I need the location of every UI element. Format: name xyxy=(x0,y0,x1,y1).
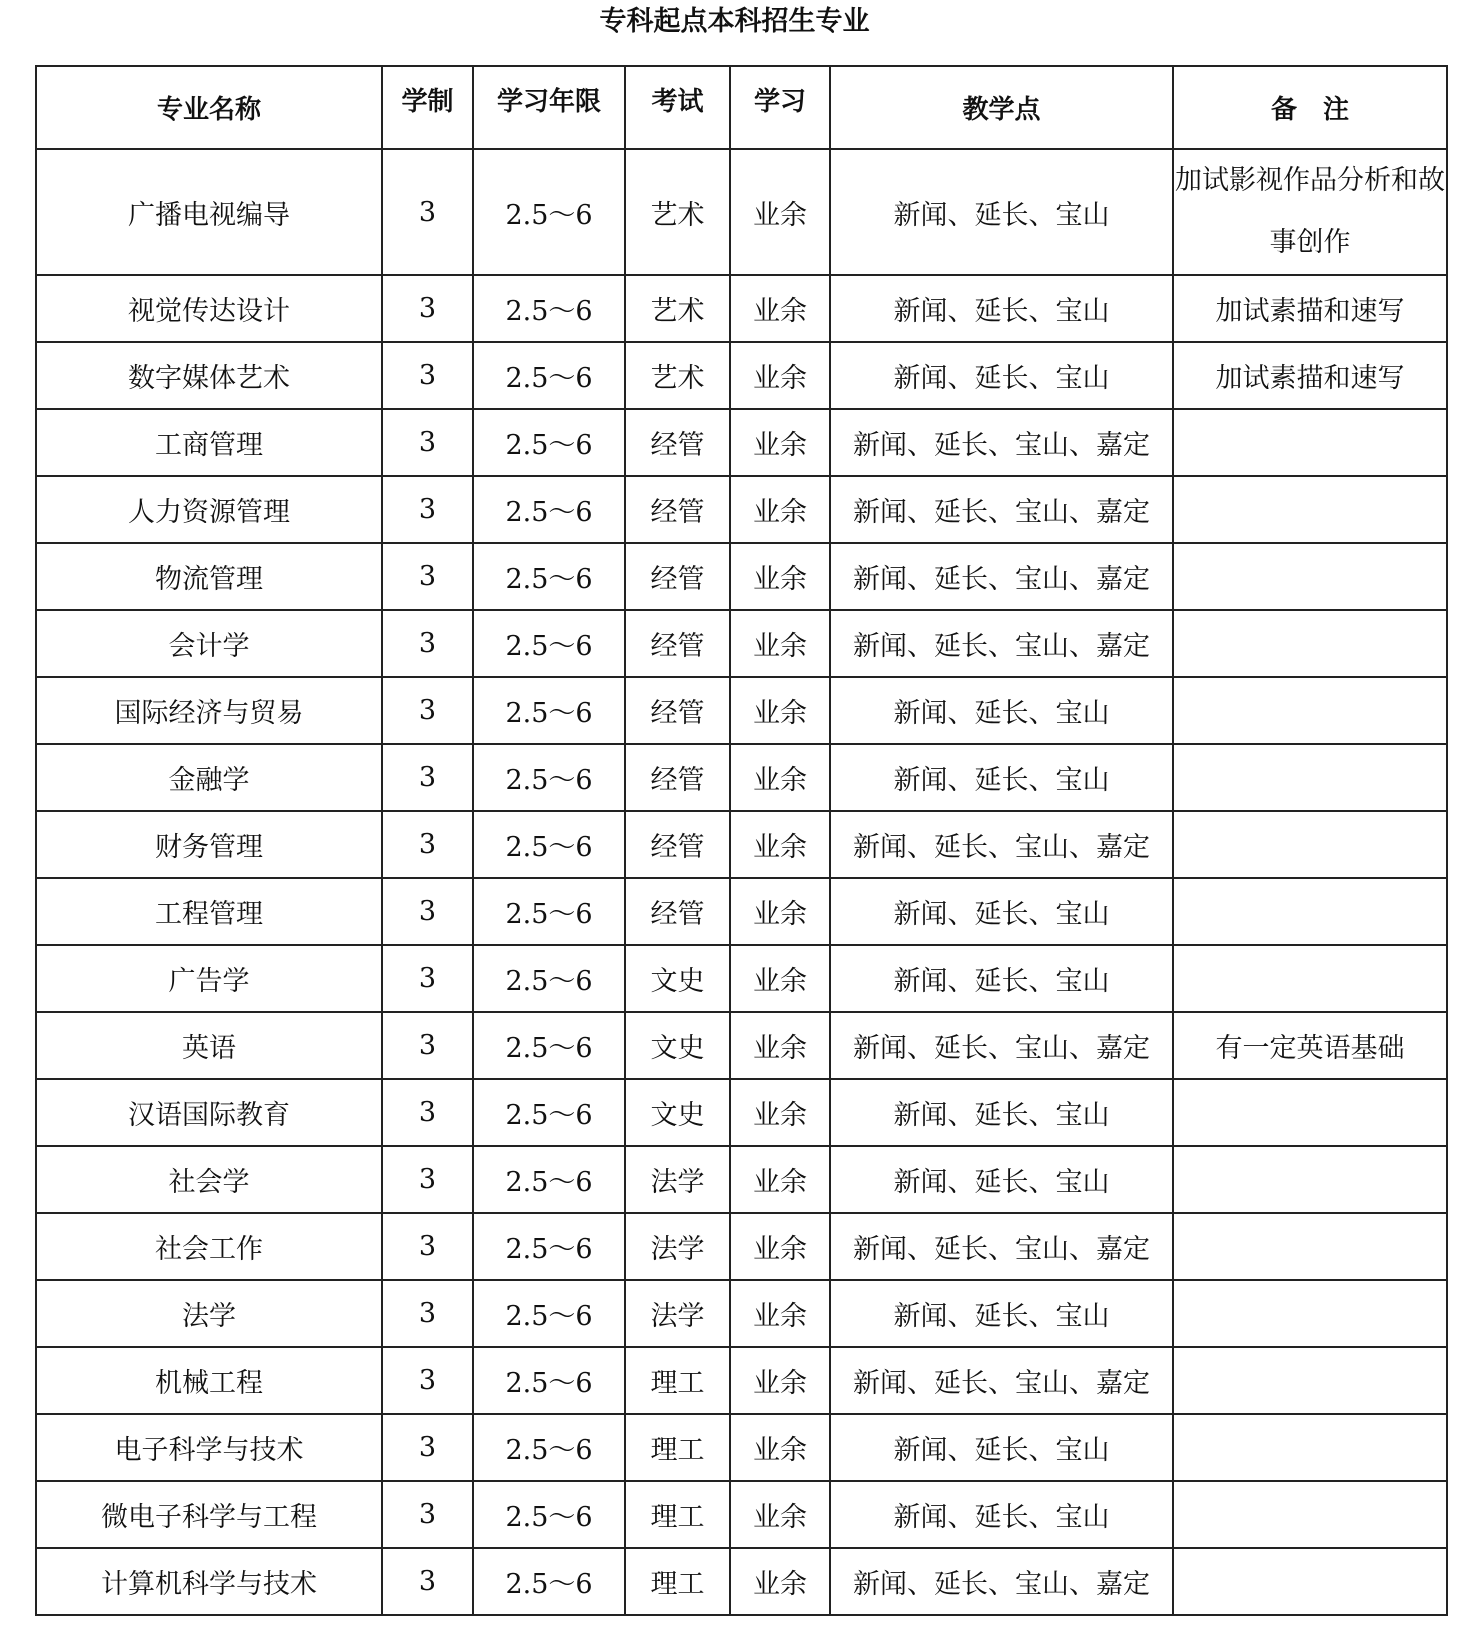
cell-system: 3 xyxy=(382,476,473,543)
cell-exam: 法学 xyxy=(625,1213,730,1280)
cell-exam: 法学 xyxy=(625,1146,730,1213)
cell-note: 加试素描和速写 xyxy=(1173,275,1447,342)
cell-mode: 业余 xyxy=(730,610,830,677)
cell-mode: 业余 xyxy=(730,342,830,409)
table-row xyxy=(36,1347,1447,1414)
cell-major-name: 国际经济与贸易 xyxy=(36,677,382,744)
cell-major-name: 社会工作 xyxy=(36,1213,382,1280)
cell-exam: 理工 xyxy=(625,1481,730,1548)
cell-exam: 经管 xyxy=(625,543,730,610)
header-note: 备 注 xyxy=(1173,66,1447,149)
cell-location: 新闻、延长、宝山 xyxy=(830,878,1173,945)
table-row xyxy=(36,945,1447,1012)
cell-system: 3 xyxy=(382,1012,473,1079)
cell-note xyxy=(1173,1481,1447,1548)
cell-system: 3 xyxy=(382,543,473,610)
table-row xyxy=(36,1414,1447,1481)
cell-years: 2.5～6 xyxy=(473,149,625,275)
cell-major-name: 财务管理 xyxy=(36,811,382,878)
cell-years: 2.5～6 xyxy=(473,1146,625,1213)
table-row xyxy=(36,878,1447,945)
cell-mode: 业余 xyxy=(730,1079,830,1146)
cell-system: 3 xyxy=(382,1414,473,1481)
cell-exam: 文史 xyxy=(625,1012,730,1079)
cell-years: 2.5～6 xyxy=(473,1012,625,1079)
cell-location: 新闻、延长、宝山、嘉定 xyxy=(830,409,1173,476)
cell-note: 有一定英语基础 xyxy=(1173,1012,1447,1079)
table-row xyxy=(36,476,1447,543)
cell-system: 3 xyxy=(382,1481,473,1548)
cell-years: 2.5～6 xyxy=(473,744,625,811)
cell-location: 新闻、延长、宝山 xyxy=(830,1079,1173,1146)
table-row xyxy=(36,342,1447,409)
table-row xyxy=(36,1012,1447,1079)
cell-system: 3 xyxy=(382,1079,473,1146)
cell-major-name: 物流管理 xyxy=(36,543,382,610)
cell-system: 3 xyxy=(382,1146,473,1213)
cell-mode: 业余 xyxy=(730,1481,830,1548)
table-row xyxy=(36,677,1447,744)
cell-location: 新闻、延长、宝山 xyxy=(830,677,1173,744)
cell-exam: 经管 xyxy=(625,610,730,677)
table-row xyxy=(36,1213,1447,1280)
cell-mode: 业余 xyxy=(730,149,830,275)
cell-location: 新闻、延长、宝山 xyxy=(830,1481,1173,1548)
cell-note xyxy=(1173,1079,1447,1146)
cell-note xyxy=(1173,1146,1447,1213)
cell-major-name: 视觉传达设计 xyxy=(36,275,382,342)
majors-table xyxy=(35,65,1448,1616)
cell-system: 3 xyxy=(382,744,473,811)
cell-location: 新闻、延长、宝山 xyxy=(830,1146,1173,1213)
cell-mode: 业余 xyxy=(730,275,830,342)
cell-years: 2.5～6 xyxy=(473,342,625,409)
cell-location: 新闻、延长、宝山 xyxy=(830,1414,1173,1481)
cell-exam: 艺术 xyxy=(625,275,730,342)
cell-years: 2.5～6 xyxy=(473,1414,625,1481)
header-major-name: 专业名称 xyxy=(36,66,382,149)
cell-system: 3 xyxy=(382,677,473,744)
table-row xyxy=(36,409,1447,476)
cell-major-name: 英语 xyxy=(36,1012,382,1079)
cell-system: 3 xyxy=(382,945,473,1012)
cell-years: 2.5～6 xyxy=(473,677,625,744)
cell-years: 2.5～6 xyxy=(473,543,625,610)
cell-note xyxy=(1173,610,1447,677)
cell-major-name: 广告学 xyxy=(36,945,382,1012)
cell-note xyxy=(1173,476,1447,543)
cell-years: 2.5～6 xyxy=(473,610,625,677)
cell-exam: 经管 xyxy=(625,409,730,476)
cell-exam: 经管 xyxy=(625,811,730,878)
cell-major-name: 工商管理 xyxy=(36,409,382,476)
page-title: 专科起点本科招生专业 xyxy=(599,6,870,37)
cell-major-name: 微电子科学与工程 xyxy=(36,1481,382,1548)
table-row xyxy=(36,610,1447,677)
table-header-row xyxy=(36,66,1447,149)
cell-location: 新闻、延长、宝山、嘉定 xyxy=(830,1548,1173,1615)
cell-note xyxy=(1173,945,1447,1012)
cell-years: 2.5～6 xyxy=(473,409,625,476)
cell-exam: 理工 xyxy=(625,1347,730,1414)
cell-years: 2.5～6 xyxy=(473,1347,625,1414)
cell-major-name: 法学 xyxy=(36,1280,382,1347)
cell-location: 新闻、延长、宝山 xyxy=(830,342,1173,409)
cell-mode: 业余 xyxy=(730,878,830,945)
cell-major-name: 广播电视编导 xyxy=(36,149,382,275)
cell-years: 2.5～6 xyxy=(473,1481,625,1548)
cell-exam: 艺术 xyxy=(625,342,730,409)
cell-exam: 文史 xyxy=(625,945,730,1012)
cell-note xyxy=(1173,677,1447,744)
cell-years: 2.5～6 xyxy=(473,1280,625,1347)
cell-major-name: 金融学 xyxy=(36,744,382,811)
cell-note xyxy=(1173,543,1447,610)
table-row xyxy=(36,1146,1447,1213)
cell-location: 新闻、延长、宝山 xyxy=(830,744,1173,811)
cell-exam: 艺术 xyxy=(625,149,730,275)
cell-location: 新闻、延长、宝山 xyxy=(830,945,1173,1012)
cell-major-name: 数字媒体艺术 xyxy=(36,342,382,409)
cell-note xyxy=(1173,1213,1447,1280)
cell-exam: 经管 xyxy=(625,476,730,543)
header-system: 学制 xyxy=(382,66,473,149)
cell-system: 3 xyxy=(382,610,473,677)
cell-mode: 业余 xyxy=(730,1012,830,1079)
cell-note: 加试素描和速写 xyxy=(1173,342,1447,409)
cell-location: 新闻、延长、宝山 xyxy=(830,1280,1173,1347)
cell-location: 新闻、延长、宝山、嘉定 xyxy=(830,811,1173,878)
cell-exam: 理工 xyxy=(625,1414,730,1481)
cell-years: 2.5～6 xyxy=(473,1548,625,1615)
table-body xyxy=(36,149,1447,1615)
cell-years: 2.5～6 xyxy=(473,878,625,945)
cell-mode: 业余 xyxy=(730,1548,830,1615)
cell-system: 3 xyxy=(382,1213,473,1280)
cell-location: 新闻、延长、宝山、嘉定 xyxy=(830,476,1173,543)
header-exam: 考试 xyxy=(625,66,730,149)
cell-system: 3 xyxy=(382,1347,473,1414)
cell-mode: 业余 xyxy=(730,1280,830,1347)
cell-major-name: 计算机科学与技术 xyxy=(36,1548,382,1615)
cell-system: 3 xyxy=(382,1548,473,1615)
header-mode: 学习 xyxy=(730,66,830,149)
cell-location: 新闻、延长、宝山、嘉定 xyxy=(830,1347,1173,1414)
cell-note xyxy=(1173,1414,1447,1481)
cell-note xyxy=(1173,409,1447,476)
table-row xyxy=(36,1481,1447,1548)
header-years: 学习年限 xyxy=(473,66,625,149)
cell-system: 3 xyxy=(382,878,473,945)
cell-mode: 业余 xyxy=(730,677,830,744)
table-row xyxy=(36,275,1447,342)
cell-mode: 业余 xyxy=(730,1213,830,1280)
cell-major-name: 工程管理 xyxy=(36,878,382,945)
cell-exam: 文史 xyxy=(625,1079,730,1146)
cell-mode: 业余 xyxy=(730,1414,830,1481)
cell-note xyxy=(1173,1347,1447,1414)
cell-major-name: 汉语国际教育 xyxy=(36,1079,382,1146)
cell-location: 新闻、延长、宝山 xyxy=(830,149,1173,275)
table-row xyxy=(36,1548,1447,1615)
cell-exam: 经管 xyxy=(625,744,730,811)
cell-exam: 经管 xyxy=(625,677,730,744)
header-location: 教学点 xyxy=(830,66,1173,149)
cell-note: 加试影视作品分析和故事创作 xyxy=(1173,149,1447,275)
cell-major-name: 人力资源管理 xyxy=(36,476,382,543)
cell-location: 新闻、延长、宝山 xyxy=(830,275,1173,342)
cell-mode: 业余 xyxy=(730,543,830,610)
cell-major-name: 社会学 xyxy=(36,1146,382,1213)
cell-location: 新闻、延长、宝山、嘉定 xyxy=(830,543,1173,610)
cell-years: 2.5～6 xyxy=(473,1079,625,1146)
cell-years: 2.5～6 xyxy=(473,275,625,342)
cell-location: 新闻、延长、宝山、嘉定 xyxy=(830,610,1173,677)
cell-major-name: 电子科学与技术 xyxy=(36,1414,382,1481)
table-row xyxy=(36,1280,1447,1347)
table-row xyxy=(36,1079,1447,1146)
cell-major-name: 会计学 xyxy=(36,610,382,677)
cell-system: 3 xyxy=(382,275,473,342)
cell-system: 3 xyxy=(382,149,473,275)
cell-system: 3 xyxy=(382,1280,473,1347)
cell-years: 2.5～6 xyxy=(473,476,625,543)
cell-exam: 法学 xyxy=(625,1280,730,1347)
table-row xyxy=(36,811,1447,878)
cell-system: 3 xyxy=(382,342,473,409)
cell-mode: 业余 xyxy=(730,476,830,543)
cell-exam: 经管 xyxy=(625,878,730,945)
cell-exam: 理工 xyxy=(625,1548,730,1615)
cell-mode: 业余 xyxy=(730,945,830,1012)
cell-note xyxy=(1173,878,1447,945)
table-row xyxy=(36,149,1447,275)
cell-system: 3 xyxy=(382,811,473,878)
cell-location: 新闻、延长、宝山、嘉定 xyxy=(830,1012,1173,1079)
table-row xyxy=(36,744,1447,811)
cell-mode: 业余 xyxy=(730,1347,830,1414)
cell-system: 3 xyxy=(382,409,473,476)
cell-mode: 业余 xyxy=(730,744,830,811)
cell-mode: 业余 xyxy=(730,409,830,476)
cell-location: 新闻、延长、宝山、嘉定 xyxy=(830,1213,1173,1280)
cell-major-name: 机械工程 xyxy=(36,1347,382,1414)
cell-note xyxy=(1173,744,1447,811)
table-row xyxy=(36,543,1447,610)
cell-mode: 业余 xyxy=(730,1146,830,1213)
cell-mode: 业余 xyxy=(730,811,830,878)
cell-note xyxy=(1173,1280,1447,1347)
cell-years: 2.5～6 xyxy=(473,945,625,1012)
cell-years: 2.5～6 xyxy=(473,1213,625,1280)
cell-years: 2.5～6 xyxy=(473,811,625,878)
cell-note xyxy=(1173,1548,1447,1615)
cell-note xyxy=(1173,811,1447,878)
